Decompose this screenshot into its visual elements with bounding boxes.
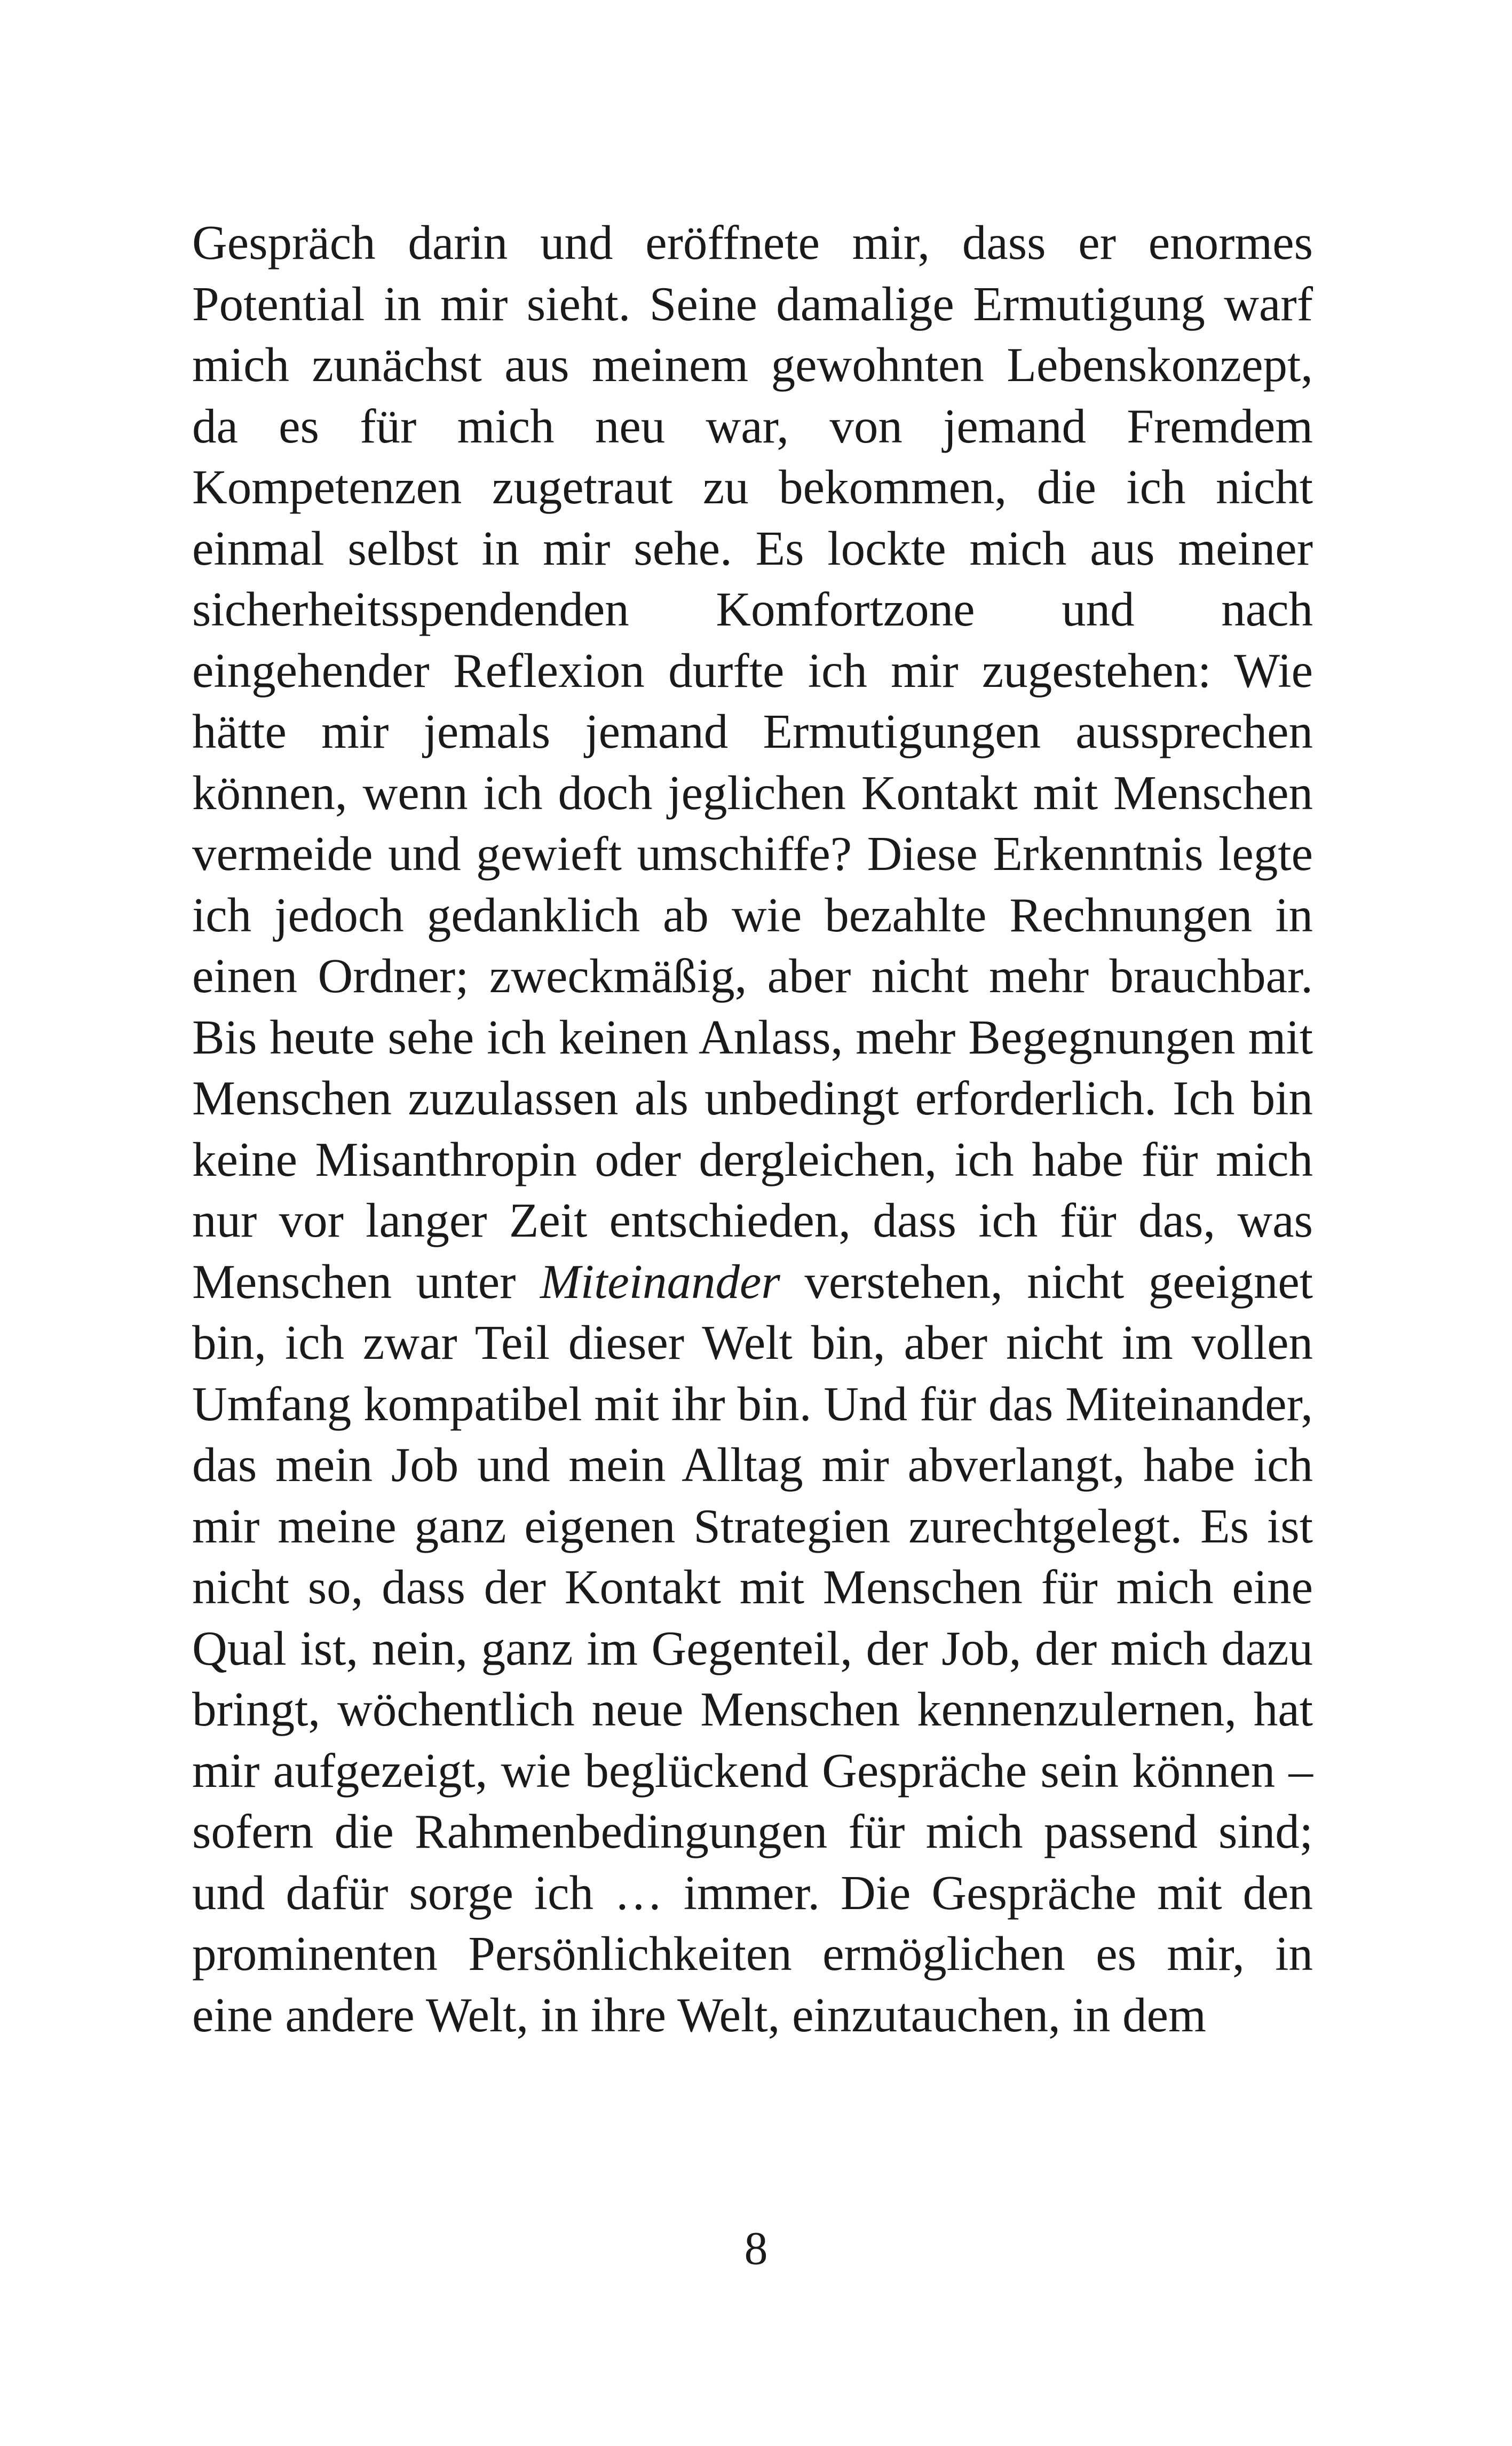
body-text-after-emphasis: verstehen, nicht geeignet bin, ich zwar Teil dieser Welt bin, aber nicht im vollen Umfang kompatibel mit ihr bin. Und für das Miteinander, das mein Job und mein Alltag mir abverlangt, habe ich mir meine ganz eigenen Strategien zurechtgelegt. Es ist nicht so, dass der Kontakt mit Menschen für mich eine Qual ist, nein, ganz im Gegenteil, der Job, der mich dazu bringt, wöchentlich neue Menschen kennenzulernen, hat mir aufgezeigt, wie beglückend Gespräche sein können – sofern die Rahmenbedingungen für mich passend sind; und dafür sorge ich … immer. Die Gespräche mit den prominenten Persönlichkeiten ermöglichen es mir, in eine andere Welt, in ihre Welt, einzutauchen, in dem — [192, 1254, 1313, 2042]
emphasized-word: Miteinander — [540, 1254, 780, 1309]
body-text-before-emphasis: Gespräch darin und eröffnete mir, dass er enormes Potential in mir sieht. Seine damalige Ermutigung warf mich zunächst aus meinem gewohnten Lebenskonzept, da es für mich neu war, von jemand Fremdem Kompetenzen zugetraut zu bekommen, die ich nicht einmal selbst in mir sehe. Es lockte mich aus meiner sicherheitsspendenden Komfortzone und nach eingehender Reflexion durfte ich mir zugestehen: Wie hätte mir jemals jemand Ermutigungen aussprechen können, wenn ich doch jeglichen Kontakt mit Menschen vermeide und gewieft umschiffe? Diese Erkenntnis legte ich jedoch gedanklich ab wie bezahlte Rechnungen in einen Ordner; zweckmäßig, aber nicht mehr brauchbar. Bis heute sehe ich keinen Anlass, mehr Begegnungen mit Menschen zuzulassen als unbedingt erforderlich. Ich bin keine Misanthropin oder dergleichen, ich habe für mich nur vor langer Zeit entschieden, dass ich für das, was Menschen unter — [192, 216, 1313, 1309]
page-number: 8 — [744, 2223, 768, 2275]
body-paragraph — [192, 212, 1313, 2046]
